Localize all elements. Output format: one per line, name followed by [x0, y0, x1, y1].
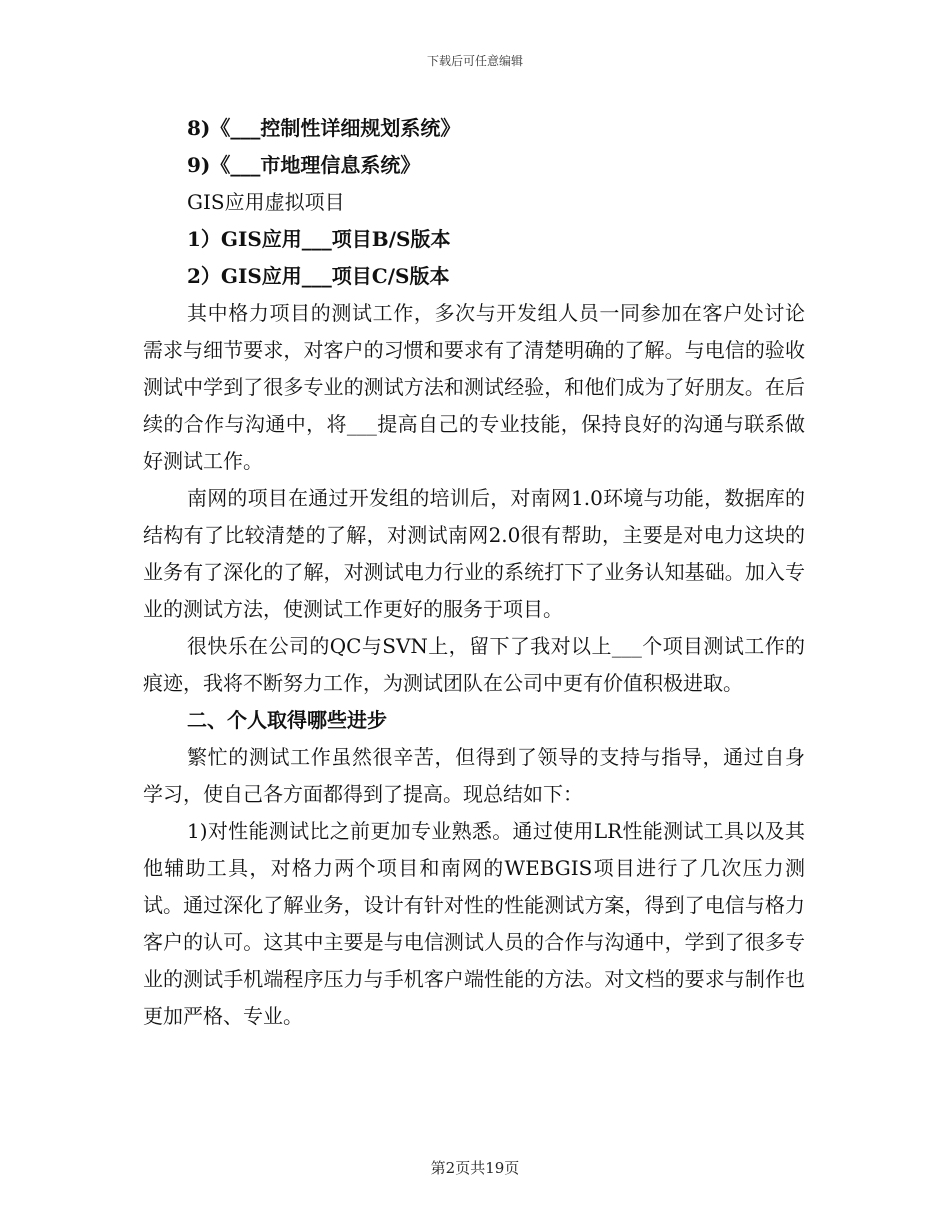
gis-bs-item: 1）GIS应用___项目B/S版本 — [187, 227, 451, 251]
paragraph-summary-intro: 繁忙的测试工作虽然很辛苦，但得到了领导的支持与指导，通过自身学习，使自己各方面都得到了提高。现总结如下： — [143, 745, 805, 806]
section-heading: 二、个人取得哪些进步 — [187, 708, 387, 732]
gis-virtual-projects-label: GIS应用虚拟项目 — [187, 190, 345, 214]
paragraph-qc-svn: 很快乐在公司的QC与SVN上，留下了我对以上___个项目测试工作的痕迹，我将不断努力工作，为测试团队在公司中更有价值积极进取。 — [143, 634, 805, 695]
list-item-9: 9)《___市地理信息系统》 — [187, 153, 421, 177]
page-footer: 第2页共19页 — [430, 1159, 520, 1177]
paragraph-gree-testing: 其中格力项目的测试工作，多次与开发组人员一同参加在客户处讨论需求与细节要求，对客户的习惯和要求有了清楚明确的了解。与电信的验收测试中学到了很多专业的测试方法和测试经验，和他们成为了好朋友。在后续的合作与沟通中，将___提高自己的专业技能，保持良好的沟通与联系做好测试工作。 — [143, 301, 805, 473]
paragraph-southern-grid: 南网的项目在通过开发组的培训后，对南网1.0环境与功能，数据库的结构有了比较清楚的了解，对测试南网2.0很有帮助，主要是对电力这块的业务有了深化的了解，对测试电力行业的系统打下了业务认知基础。加入专业的测试方法，使测试工作更好的服务于项目。 — [143, 486, 805, 621]
gis-cs-item: 2）GIS应用___项目C/S版本 — [187, 264, 450, 288]
page-header: 下载后可任意编辑 — [426, 54, 523, 68]
list-item-8: 8)《___控制性详细规划系统》 — [187, 116, 461, 140]
paragraph-performance-testing: 1)对性能测试比之前更加专业熟悉。通过使用LR性能测试工具以及其他辅助工具，对格力两个项目和南网的WEBGIS项目进行了几次压力测试。通过深化了解业务，设计有针对性的性能测试方案，得到了电信与格力客户的认可。这其中主要是与电信测试人员的合作与沟通中，学到了很多专业的测试手机端程序压力与手机客户端性能的方法。对文档的要求与制作也更加严格、专业。 — [143, 819, 805, 1028]
document-body — [143, 110, 805, 1035]
